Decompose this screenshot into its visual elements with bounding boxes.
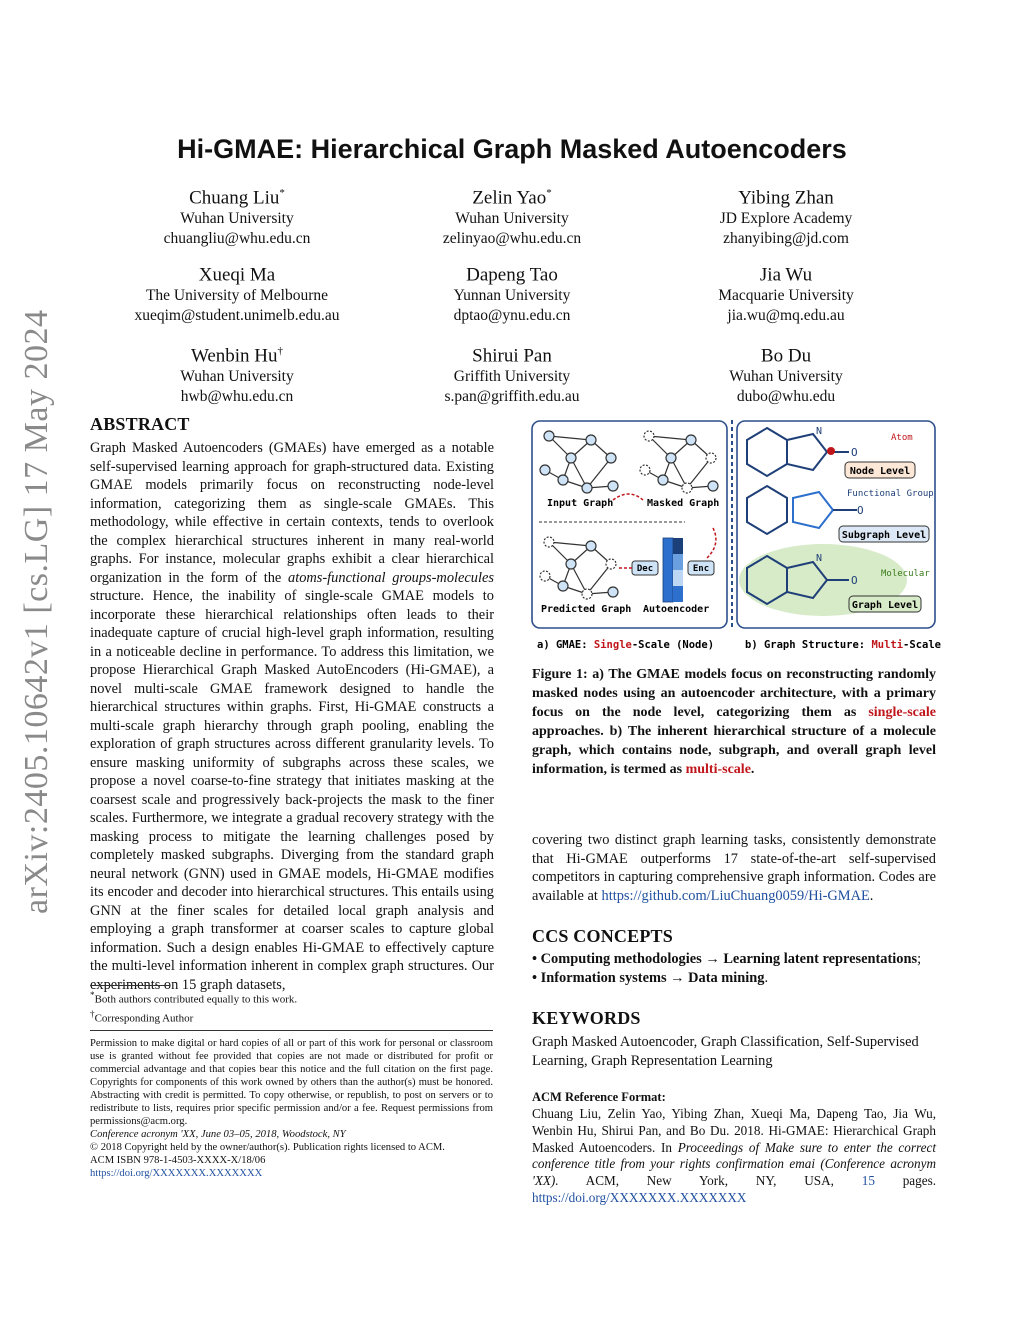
acm-ref-doi-link[interactable]: https://doi.org/XXXXXXX.XXXXXXX [532,1189,747,1205]
author-affiliation: Wuhan University [180,368,294,386]
author-email: zhanyibing@jd.com [723,230,849,248]
author-affiliation: Wuhan University [180,210,294,228]
author-email: dptao@ynu.edu.cn [453,307,571,325]
permission-block [90,1037,493,1180]
author-email: hwb@whu.edu.cn [180,388,294,406]
subcaption-b-suffix: -Scale [903,639,941,651]
ccs-item [532,969,936,988]
caption-highlight-multi-scale: multi-scale [685,762,751,777]
author-block [87,340,387,407]
label-molecular: Molecular [881,569,930,579]
arxiv-stamp: arXiv:2405.10642v1 [cs.LG] 17 May 2024 [18,309,55,914]
author-block [636,340,936,407]
atom-o-2: O [857,504,864,517]
author-mark: * [279,187,285,199]
acm-ref-part1: Chuang Liu, Zelin Yao, Yibing Zhan, Xueqi Ma, Dapeng Tao, Jia Wu, Wenbin Hu, Shirui Pan, and Bo Du. 2018. Hi-GMAE: Hierarchical Graph Masked Autoencoders. In [532,1106,936,1155]
author-name: Bo Du [760,345,812,367]
atom-n-1: N [816,426,823,437]
ccs-item-text: • Computing methodologies → Learning latent representations [532,951,918,967]
author-affiliation: Macquarie University [718,287,854,305]
subgraph-level-tag: Subgraph Level [841,530,927,541]
ccs-list [532,950,936,987]
author-name: Shirui Pan [472,345,552,367]
author-block [362,259,662,326]
author-name: Yibing Zhan [738,187,834,209]
caption-highlight-single-scale: single-scale [868,705,936,720]
author-mark: * [546,187,552,199]
footnote-text: Corresponding Author [94,1012,194,1025]
author-email: chuangliu@whu.edu.cn [163,230,311,248]
abstract-continuation-text: covering two distinct graph learning tasks, consistently demonstrate that Hi-GMAE outperforms 17 state-of-the-art self-supervised competitors in capturing comprehensive graph information. Codes are available at [532,832,936,904]
figure-caption [532,665,936,779]
author-email: dubo@whu.edu [736,388,836,406]
atom-n-3: N [816,553,823,564]
enc-block: Enc [692,564,710,574]
subcaption-b-prefix: b) Graph Structure: [745,639,872,651]
abstract-period: . [869,887,874,904]
caption-part2: approaches. b) The inherent hierarchical structure of a molecule graph, which contains node, subgraph, and overall graph level information, is termed as [532,724,936,777]
abstract-heading: ABSTRACT [90,414,190,434]
ccs-heading: CCS CONCEPTS [532,926,673,946]
keywords-text: Graph Masked Autoencoder, Graph Classification, Self-Supervised Learning, Graph Representation Learning [532,1034,919,1069]
abstract-continuation [532,831,936,905]
acm-ref-italic: Proceedings of Make sure to enter the correct conference title from your rights confirmation emai (Conference acronym 'XX). [532,1139,937,1189]
caption-end: . [750,762,755,777]
doi-link[interactable]: https://doi.org/XXXXXXX.XXXXXXX [90,1168,263,1179]
figure-1 [531,418,941,658]
author-affiliation: Griffith University [453,368,571,386]
caption-part1: Figure 1: a) The GMAE models focus on reconstructing randomly masked nodes using an autoencoder architecture, with a primary focus on the node level, categorizing them as [532,667,936,720]
subcaption-a-highlight: Single [593,639,632,651]
node-level-tag: Node Level [849,466,911,477]
author-block [362,340,662,407]
footnote-mark: † [90,1008,95,1019]
subcaption-b-highlight: Multi [871,639,904,651]
code-link[interactable]: https://github.com/LiuChuang0059/Hi-GMAE [601,887,870,904]
paper-title: Hi-GMAE: Hierarchical Graph Masked Autoencoders [177,134,847,164]
atom-o-1: O [851,446,858,459]
author-name: Dapeng Tao [466,264,558,286]
footnote-mark: * [90,990,95,1000]
label-input-graph: Input Graph [547,498,614,509]
author-block [636,259,936,326]
copyright-line: © 2018 Copyright held by the owner/author(s). Publication rights licensed to ACM. [90,1142,445,1153]
author-name: Zelin Yao [472,187,547,209]
acm-ref-pages[interactable]: 15 [861,1173,875,1189]
footnote-rule [90,985,170,986]
acm-ref-part3: pages. [902,1173,937,1189]
ccs-item-end: . [764,969,769,986]
abstract-part2: structure. Hence, the inability of single-scale GMAE models to incorporate these hierarchical relationships often leads to their inadequate capture of crucial high-level graph information, resulting in a noticeable decline in performance. To address this limitation, we propose Hierarchical Graph Masked AutoEncoders (Hi-GMAE), a novel multi-scale GMAE framework designed to handle the hierarchical structures within graphs. First, Hi-GMAE constructs a multi-scale graph hierarchy through graph pooling, enabling the exploration of graph structures across different granularity levels. To ensure masking uniformity of subgraphs across these scales, we propose a novel coarse-to-fine strategy that initiates masking at the coarsest scale and progressively back-projects the mask to the finer scales. Furthermore, we integrate a gradual recovery strategy with the masking process to mitigate the learning challenges posed by completely masked subgraphs. Diverging from the standard graph neural network (GNN) used in GMAE models, Hi-GMAE modifies its encoder and decoder into hierarchical structures. This entails using GNN at the finer scales for detailed local graph analysis and employing a graph transformer at coarser scales to capture global information. Such a design enables Hi-GMAE to effectively capture the multi-level information inherent in complex graph structures. Our experiments on 15 graph datasets, [90,588,494,993]
author-email: zelinyao@whu.edu.cn [442,230,582,248]
label-functional-group: Functional Group [847,489,934,499]
footnote [90,988,494,1007]
ccs-item-text: • Information systems → Data mining [532,969,765,986]
author-affiliation: The University of Melbourne [145,287,329,305]
abstract-italic: atoms-functional groups-molecules [288,569,494,586]
ccs-item-end: ; [917,951,922,967]
subcaption-b [745,639,941,651]
isbn-line: ACM ISBN 978-1-4503-XXXX-X/18/06 [90,1155,266,1166]
footnotes [90,988,494,1025]
subcaption-a-prefix: a) GMAE: [537,639,594,651]
conference-line: Conference acronym 'XX, June 03–05, 2018, Woodstock, NY [90,1129,346,1140]
ccs-item [532,950,936,969]
footnote-text: Both authors contributed equally to this work. [94,993,298,1006]
label-predicted-graph: Predicted Graph [541,604,632,615]
author-email: xueqim@student.unimelb.edu.au [134,307,340,325]
author-block [636,182,936,249]
author-affiliation: Yunnan University [453,287,571,305]
label-autoencoder: Autoencoder [643,604,710,615]
footnote [90,1007,494,1026]
author-name: Wenbin Hu [190,345,278,367]
author-affiliation: Wuhan University [455,210,569,228]
author-block [87,259,387,326]
author-mark: † [277,345,284,357]
panel-a-frame [532,421,727,628]
author-block [87,182,387,249]
author-name: Xueqi Ma [198,264,276,286]
permission-text: Permission to make digital or hard copies of all or part of this work for personal or classroom use is granted without fee provided that copies are not made or distributed for profit or commercial advantage and that copies bear this notice and the full citation on the first page. Copyrights for components of this work owned by others than the author(s) must be honored. Abstracting with credit is permitted. To copy otherwise, or republish, to post on servers or to redistribute to lists, requires prior specific permission and/or a fee. Request permissions from permissions@acm.org. [90,1038,493,1127]
subcaption-a [537,639,714,651]
dec-block: Dec [636,564,654,574]
graph-level-tag: Graph Level [851,600,919,611]
author-block [362,182,662,249]
abstract-text [90,439,494,994]
author-affiliation: JD Explore Academy [719,210,853,228]
atom-o-3: O [851,574,858,587]
keywords-heading: KEYWORDS [532,1008,641,1028]
acm-reference-text [532,1106,936,1207]
author-email: s.pan@griffith.edu.au [444,388,580,406]
label-masked-graph: Masked Graph [647,498,720,509]
permission-rule [90,1030,493,1031]
subcaption-a-suffix: -Scale (Node) [631,639,715,651]
author-name: Jia Wu [759,264,813,286]
acm-reference-heading: ACM Reference Format: [532,1090,666,1104]
label-atom: Atom [891,433,913,443]
author-name: Chuang Liu [189,187,280,209]
acm-ref-part2: ACM, New York, NY, USA, [585,1173,834,1189]
author-affiliation: Wuhan University [729,368,843,386]
abstract-part1: Graph Masked Autoencoders (GMAEs) have emerged as a notable self-supervised learning approach for graph-structured data. Existing GMAE models primarily focus on reconstructing node-level information, categorizing them as single-scale GMAEs. This methodology, while effective in certain contexts, tends to overlook the complex hierarchical structures inherent in many real-world graphs. For instance, molecular graphs exhibit a clear hierarchical organization in the form of the [90,440,494,586]
author-email: jia.wu@mq.edu.au [727,307,845,325]
